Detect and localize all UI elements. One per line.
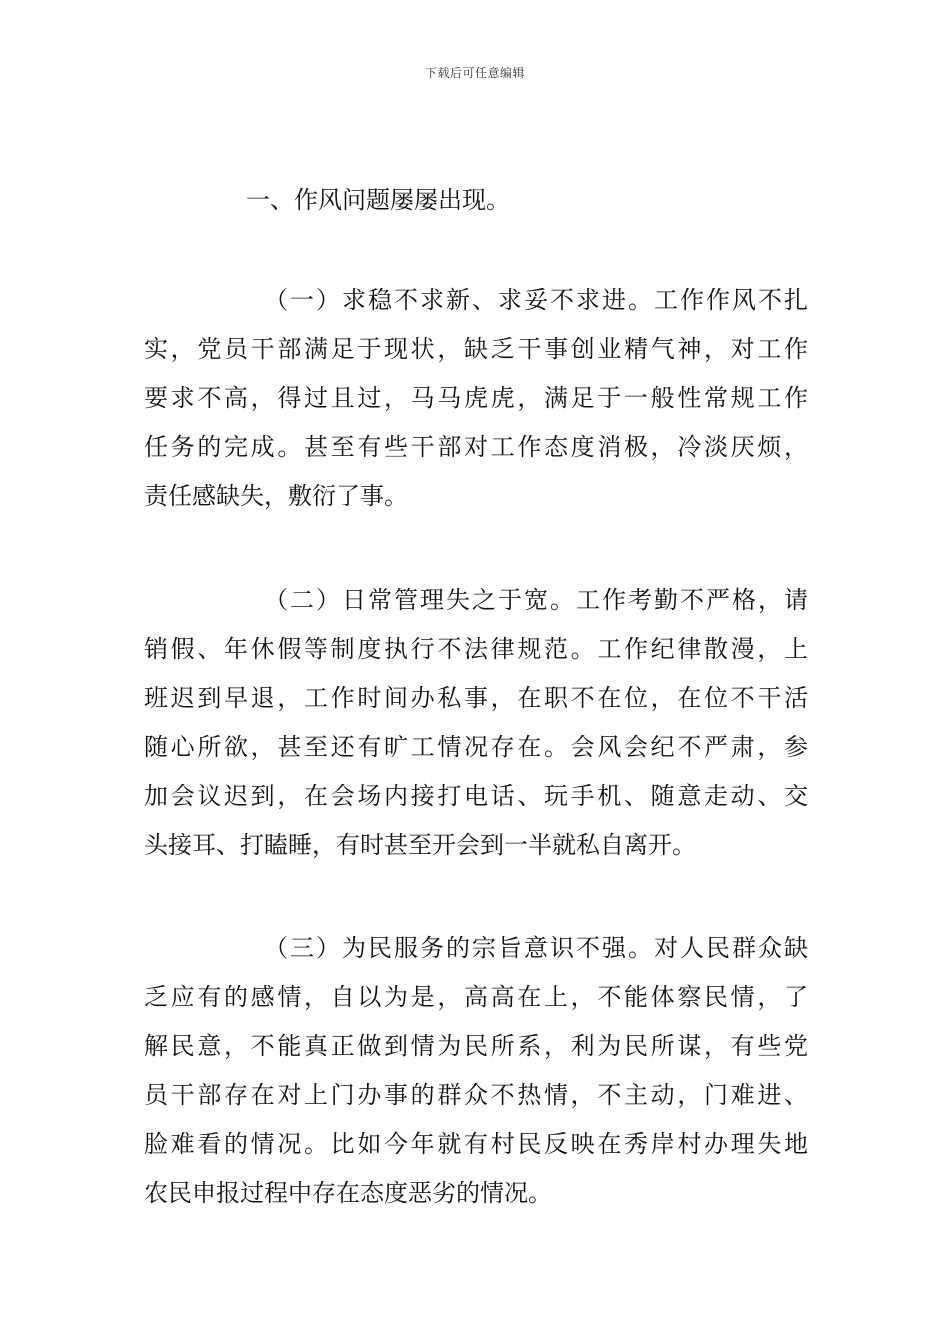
- paragraph-line: 农民申报过程中存在态度恶劣的情况。: [144, 1179, 552, 1207]
- paragraph-line: 实，党员干部满足于现状，缺乏干事创业精气神，对工作: [144, 335, 808, 363]
- paragraph-line: 随心所欲，甚至还有旷工情况存在。会风会纪不严肃，参: [144, 733, 808, 761]
- paragraph-3: [144, 924, 808, 1218]
- page-header-note: 下载后可任意编辑: [424, 66, 525, 80]
- paragraph-1: [144, 276, 808, 521]
- paragraph-line: 头接耳、打瞌睡，有时甚至开会到一半就私自离开。: [144, 831, 696, 859]
- paragraph-line: 班迟到早退，工作时间办私事，在职不在位，在位不干活: [144, 684, 808, 712]
- paragraph-line: 任务的完成。甚至有些干部对工作态度消极，冷淡厌烦，: [144, 433, 808, 461]
- paragraph-line: 解民意，不能真正做到情为民所系，利为民所谋，有些党: [144, 1032, 808, 1060]
- paragraph-line: 要求不高，得过且过，马马虎虎，满足于一般性常规工作: [144, 384, 808, 412]
- section-heading: 一、作风问题屡屡出现。: [246, 186, 510, 214]
- paragraph-line: 销假、年休假等制度执行不法律规范。工作纪律散漫，上: [144, 635, 808, 663]
- paragraph-line: （二）日常管理失之于宽。工作考勤不严格，请: [264, 586, 808, 614]
- paragraph-line: （三）为民服务的宗旨意识不强。对人民群众缺: [264, 934, 808, 962]
- paragraph-line: 乏应有的感情，自以为是，高高在上，不能体察民情，了: [144, 983, 808, 1011]
- paragraph-line: 脸难看的情况。比如今年就有村民反映在秀岸村办理失地: [144, 1130, 808, 1158]
- paragraph-line: （一）求稳不求新、求妥不求进。工作作风不扎: [264, 286, 808, 314]
- paragraph-2: [144, 576, 808, 870]
- paragraph-line: 员干部存在对上门办事的群众不热情，不主动，门难进、: [144, 1081, 808, 1109]
- paragraph-line: 责任感缺失，敷衍了事。: [144, 482, 408, 510]
- paragraph-line: 加会议迟到，在会场内接打电话、玩手机、随意走动、交: [144, 782, 808, 810]
